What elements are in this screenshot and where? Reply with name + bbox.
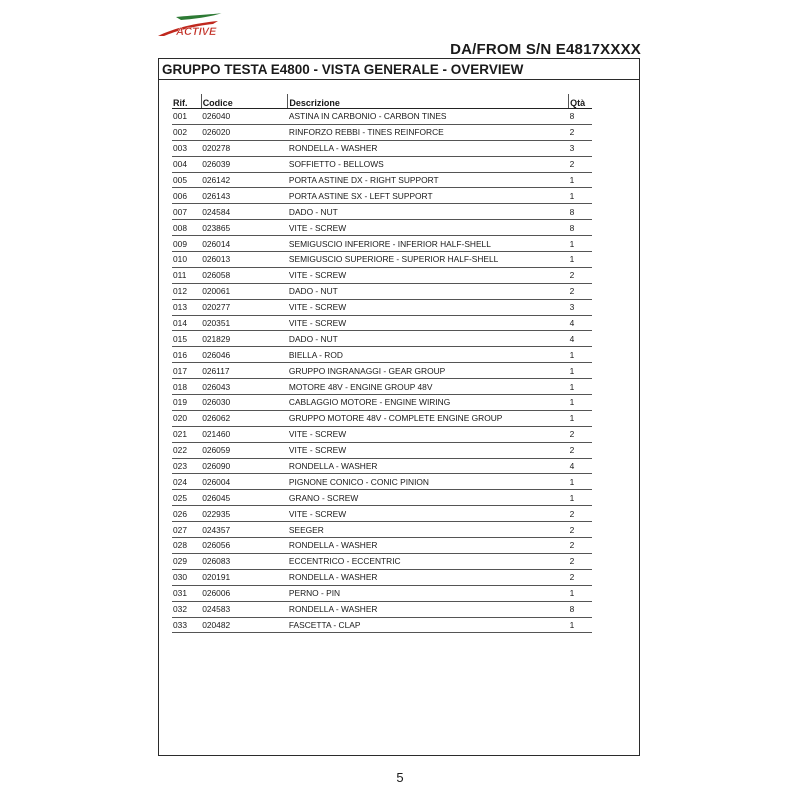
- table-row: [172, 506, 592, 522]
- parts-table: [172, 94, 592, 633]
- code-cell: 026062: [201, 410, 288, 426]
- column-header-quantity: Qtà: [569, 94, 592, 109]
- table-body: [172, 109, 592, 633]
- description-cell: DADO - NUT: [288, 331, 569, 347]
- code-cell: 026090: [201, 458, 288, 474]
- code-cell: 026014: [201, 236, 288, 252]
- description-cell: GRANO - SCREW: [288, 490, 569, 506]
- code-cell: 024357: [201, 522, 288, 538]
- code-cell: 026004: [201, 474, 288, 490]
- ref-cell: 022: [172, 442, 201, 458]
- ref-cell: 002: [172, 124, 201, 140]
- description-cell: GRUPPO INGRANAGGI - GEAR GROUP: [288, 363, 569, 379]
- description-cell: SEMIGUSCIO INFERIORE - INFERIOR HALF-SHELL: [288, 236, 569, 252]
- table-row: [172, 140, 592, 156]
- description-cell: SEEGER: [288, 522, 569, 538]
- description-cell: DADO - NUT: [288, 283, 569, 299]
- ref-cell: 009: [172, 236, 201, 252]
- ref-cell: 029: [172, 553, 201, 569]
- code-cell: 026040: [201, 109, 288, 125]
- code-cell: 020351: [201, 315, 288, 331]
- quantity-cell: 8: [569, 204, 592, 220]
- quantity-cell: 1: [569, 585, 592, 601]
- table-row: [172, 458, 592, 474]
- description-cell: VITE - SCREW: [288, 315, 569, 331]
- quantity-cell: 1: [569, 490, 592, 506]
- quantity-cell: 2: [569, 267, 592, 283]
- parts-list-frame: [158, 58, 640, 756]
- quantity-cell: 1: [569, 347, 592, 363]
- ref-cell: 032: [172, 601, 201, 617]
- description-cell: RONDELLA - WASHER: [288, 458, 569, 474]
- table-row: [172, 601, 592, 617]
- ref-cell: 007: [172, 204, 201, 220]
- table-row: [172, 553, 592, 569]
- description-cell: BIELLA - ROD: [288, 347, 569, 363]
- ref-cell: 030: [172, 569, 201, 585]
- description-cell: SOFFIETTO - BELLOWS: [288, 156, 569, 172]
- description-cell: VITE - SCREW: [288, 426, 569, 442]
- table-row: [172, 617, 592, 633]
- quantity-cell: 1: [569, 617, 592, 633]
- serial-range: DA/FROM S/N E4817XXXX: [450, 41, 641, 58]
- table-row: [172, 267, 592, 283]
- code-cell: 026046: [201, 347, 288, 363]
- code-cell: 022935: [201, 506, 288, 522]
- code-cell: 026013: [201, 252, 288, 268]
- description-cell: VITE - SCREW: [288, 220, 569, 236]
- table-row: [172, 124, 592, 140]
- description-cell: VITE - SCREW: [288, 506, 569, 522]
- table-row: [172, 236, 592, 252]
- svg-text:ACTIVE: ACTIVE: [176, 26, 217, 38]
- quantity-cell: 1: [569, 379, 592, 395]
- quantity-cell: 1: [569, 363, 592, 379]
- table-row: [172, 522, 592, 538]
- code-cell: 026059: [201, 442, 288, 458]
- table-row: [172, 172, 592, 188]
- table-row: [172, 283, 592, 299]
- table-row: [172, 363, 592, 379]
- description-cell: PERNO - PIN: [288, 585, 569, 601]
- column-header-ref: Rif.: [172, 94, 201, 109]
- quantity-cell: 3: [569, 299, 592, 315]
- description-cell: GRUPPO MOTORE 48V - COMPLETE ENGINE GROUP: [288, 410, 569, 426]
- table-row: [172, 569, 592, 585]
- table-row: [172, 490, 592, 506]
- quantity-cell: 2: [569, 124, 592, 140]
- code-cell: 026056: [201, 538, 288, 554]
- description-cell: RONDELLA - WASHER: [288, 601, 569, 617]
- code-cell: 020278: [201, 140, 288, 156]
- description-cell: VITE - SCREW: [288, 267, 569, 283]
- table-row: [172, 188, 592, 204]
- code-cell: 026142: [201, 172, 288, 188]
- description-cell: RONDELLA - WASHER: [288, 140, 569, 156]
- quantity-cell: 4: [569, 315, 592, 331]
- table-row: [172, 442, 592, 458]
- code-cell: 026117: [201, 363, 288, 379]
- description-cell: CABLAGGIO MOTORE - ENGINE WIRING: [288, 395, 569, 411]
- description-cell: RINFORZO REBBI - TINES REINFORCE: [288, 124, 569, 140]
- quantity-cell: 1: [569, 236, 592, 252]
- description-cell: RONDELLA - WASHER: [288, 569, 569, 585]
- ref-cell: 001: [172, 109, 201, 125]
- ref-cell: 017: [172, 363, 201, 379]
- code-cell: 026020: [201, 124, 288, 140]
- code-cell: 020482: [201, 617, 288, 633]
- code-cell: 026143: [201, 188, 288, 204]
- description-cell: RONDELLA - WASHER: [288, 538, 569, 554]
- table-row: [172, 538, 592, 554]
- quantity-cell: 2: [569, 506, 592, 522]
- description-cell: FASCETTA - CLAP: [288, 617, 569, 633]
- quantity-cell: 8: [569, 220, 592, 236]
- ref-cell: 003: [172, 140, 201, 156]
- code-cell: 026043: [201, 379, 288, 395]
- quantity-cell: 2: [569, 442, 592, 458]
- code-cell: 020277: [201, 299, 288, 315]
- table-row: [172, 347, 592, 363]
- ref-cell: 005: [172, 172, 201, 188]
- quantity-cell: 1: [569, 172, 592, 188]
- ref-cell: 016: [172, 347, 201, 363]
- ref-cell: 023: [172, 458, 201, 474]
- description-cell: SEMIGUSCIO SUPERIORE - SUPERIOR HALF-SHELL: [288, 252, 569, 268]
- ref-cell: 024: [172, 474, 201, 490]
- quantity-cell: 8: [569, 109, 592, 125]
- code-cell: 026006: [201, 585, 288, 601]
- quantity-cell: 8: [569, 601, 592, 617]
- quantity-cell: 3: [569, 140, 592, 156]
- description-cell: VITE - SCREW: [288, 299, 569, 315]
- quantity-cell: 2: [569, 522, 592, 538]
- quantity-cell: 1: [569, 252, 592, 268]
- active-logo: [156, 12, 246, 42]
- code-cell: 024583: [201, 601, 288, 617]
- table-row: [172, 109, 592, 125]
- code-cell: 026083: [201, 553, 288, 569]
- quantity-cell: 1: [569, 188, 592, 204]
- table-row: [172, 252, 592, 268]
- description-cell: ECCENTRICO - ECCENTRIC: [288, 553, 569, 569]
- page-number: 5: [396, 770, 404, 785]
- code-cell: 023865: [201, 220, 288, 236]
- description-cell: VITE - SCREW: [288, 442, 569, 458]
- quantity-cell: 4: [569, 331, 592, 347]
- table-row: [172, 156, 592, 172]
- quantity-cell: 2: [569, 156, 592, 172]
- code-cell: 026045: [201, 490, 288, 506]
- quantity-cell: 1: [569, 395, 592, 411]
- quantity-cell: 2: [569, 426, 592, 442]
- code-cell: 026058: [201, 267, 288, 283]
- quantity-cell: 2: [569, 553, 592, 569]
- ref-cell: 026: [172, 506, 201, 522]
- description-cell: PIGNONE CONICO - CONIC PINION: [288, 474, 569, 490]
- quantity-cell: 1: [569, 410, 592, 426]
- code-cell: 020061: [201, 283, 288, 299]
- code-cell: 026030: [201, 395, 288, 411]
- quantity-cell: 1: [569, 474, 592, 490]
- code-cell: 021460: [201, 426, 288, 442]
- quantity-cell: 4: [569, 458, 592, 474]
- description-cell: PORTA ASTINE DX - RIGHT SUPPORT: [288, 172, 569, 188]
- table-row: [172, 585, 592, 601]
- table-row: [172, 474, 592, 490]
- ref-cell: 027: [172, 522, 201, 538]
- section-title: GRUPPO TESTA E4800 - VISTA GENERALE - OVERVIEW: [159, 59, 639, 80]
- ref-cell: 008: [172, 220, 201, 236]
- table-row: [172, 395, 592, 411]
- code-cell: 021829: [201, 331, 288, 347]
- ref-cell: 018: [172, 379, 201, 395]
- ref-cell: 020: [172, 410, 201, 426]
- ref-cell: 013: [172, 299, 201, 315]
- ref-cell: 006: [172, 188, 201, 204]
- ref-cell: 011: [172, 267, 201, 283]
- column-header-code: Codice: [201, 94, 288, 109]
- description-cell: ASTINA IN CARBONIO - CARBON TINES: [288, 109, 569, 125]
- description-cell: PORTA ASTINE SX - LEFT SUPPORT: [288, 188, 569, 204]
- table-row: [172, 315, 592, 331]
- description-cell: DADO - NUT: [288, 204, 569, 220]
- code-cell: 024584: [201, 204, 288, 220]
- ref-cell: 014: [172, 315, 201, 331]
- ref-cell: 019: [172, 395, 201, 411]
- ref-cell: 028: [172, 538, 201, 554]
- table-row: [172, 204, 592, 220]
- quantity-cell: 2: [569, 283, 592, 299]
- table-row: [172, 426, 592, 442]
- table-row: [172, 220, 592, 236]
- ref-cell: 021: [172, 426, 201, 442]
- ref-cell: 015: [172, 331, 201, 347]
- column-header-description: Descrizione: [288, 94, 569, 109]
- table-header-row: [172, 94, 592, 109]
- description-cell: MOTORE 48V - ENGINE GROUP 48V: [288, 379, 569, 395]
- table-row: [172, 299, 592, 315]
- quantity-cell: 2: [569, 538, 592, 554]
- code-cell: 020191: [201, 569, 288, 585]
- ref-cell: 025: [172, 490, 201, 506]
- table-row: [172, 410, 592, 426]
- ref-cell: 033: [172, 617, 201, 633]
- table-row: [172, 331, 592, 347]
- code-cell: 026039: [201, 156, 288, 172]
- ref-cell: 010: [172, 252, 201, 268]
- ref-cell: 012: [172, 283, 201, 299]
- ref-cell: 004: [172, 156, 201, 172]
- ref-cell: 031: [172, 585, 201, 601]
- quantity-cell: 2: [569, 569, 592, 585]
- table-row: [172, 379, 592, 395]
